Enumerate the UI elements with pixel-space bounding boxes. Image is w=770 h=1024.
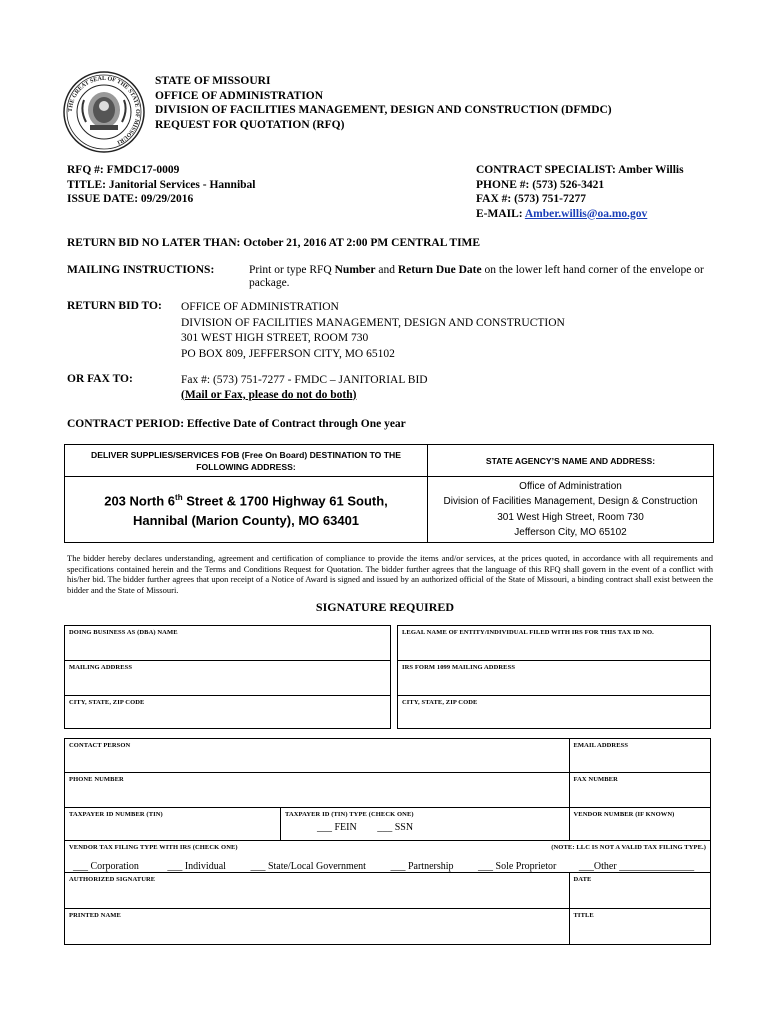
fax-number-line: Fax #: (573) 751-7277 - FMDC – JANITORIAL BID [181, 374, 428, 386]
mailing-label: MAILING INSTRUCTIONS: [67, 264, 215, 276]
filing-type-row: VENDOR TAX FILING TYPE WITH IRS (CHECK ONE) (NOTE: LLC IS NOT A VALID TAX FILING TYPE.) ___ Corporation ___ Individual ___ State/Local Government ___ Partnership ___ Sole Proprietor ___Other _______________ [65, 841, 711, 873]
irs-city-state-zip-field[interactable]: CITY, STATE, ZIP CODE [398, 696, 711, 729]
printed-name-field[interactable]: PRINTED NAME [65, 909, 570, 945]
vendor-number-field[interactable]: VENDOR NUMBER (IF KNOWN) [569, 808, 711, 841]
svg-text:THE GREAT SEAL OF THE STATE OF: THE GREAT SEAL OF THE STATE OF MISSOURI [67, 75, 141, 146]
business-info-table [64, 625, 711, 729]
document-header [155, 74, 612, 132]
header-division: DIVISION OF FACILITIES MANAGEMENT, DESIGN AND CONSTRUCTION (DFMDC) [155, 104, 612, 116]
mailing-text: Print or type RFQ Number and Return Due Date on the lower left hand corner of the envelope or package. [249, 264, 704, 289]
corporation-option[interactable]: ___ Corporation [73, 861, 139, 872]
agency-header: STATE AGENCY’S NAME AND ADDRESS: [428, 445, 714, 477]
dba-field[interactable]: DOING BUSINESS AS (DBA) NAME [65, 626, 391, 661]
return-deadline: RETURN BID NO LATER THAN: October 21, 2016 AT 2:00 PM CENTRAL TIME [67, 237, 481, 249]
delivery-header: DELIVER SUPPLIES/SERVICES FOB (Free On Board) DESTINATION TO THE FOLLOWING ADDRESS: [65, 445, 428, 477]
contract-period: CONTRACT PERIOD: Effective Date of Contract through One year [67, 418, 406, 430]
contact-email-link[interactable]: Amber.willis@oa.mo.gov [524, 207, 648, 220]
fax-to-info [181, 373, 428, 402]
contact-person-field[interactable]: CONTACT PERSON [65, 739, 570, 773]
contact-fax: FAX #: (573) 751-7277 [476, 193, 586, 205]
fax-note: (Mail or Fax, please do not do both) [181, 388, 357, 401]
rfq-info [67, 163, 256, 207]
mailing-address-field[interactable]: MAILING ADDRESS [65, 661, 391, 696]
date-field[interactable]: DATE [569, 873, 711, 909]
authorized-signature-field[interactable]: AUTHORIZED SIGNATURE [65, 873, 570, 909]
contact-info-table [64, 738, 711, 945]
government-option[interactable]: ___ State/Local Government [250, 861, 366, 872]
certification-text: The bidder hereby declares understanding, agreement and certification of compliance to provide the items and/or services, at the prices quoted, in accordance with all requirements and specifications contained herein and the Terms and Conditions Request for Quotation. The bidder further agrees that the language of this RFQ shall govern in the event of a conflict with his/her bid. The bidder further agrees that upon receipt of a Notice of Award is signed and issued by an authorized official of the State of Missouri, a binding contract shall exist between the bidder and the State of Missouri. [67, 553, 713, 595]
return-to-label: RETURN BID TO: [67, 300, 162, 312]
title-field[interactable]: TITLE [569, 909, 711, 945]
fax-to-label: OR FAX TO: [67, 373, 133, 385]
fein-checkbox[interactable]: ___ FEIN [317, 822, 357, 833]
contact-email-row [476, 207, 684, 222]
rfq-title: TITLE: Janitorial Services - Hannibal [67, 178, 256, 191]
contact-phone: PHONE #: (573) 526-3421 [476, 178, 605, 191]
email-address-field[interactable]: EMAIL ADDRESS [569, 739, 711, 773]
individual-option[interactable]: ___ Individual [167, 861, 226, 872]
rfq-number: RFQ #: FMDC17-0009 [67, 164, 180, 176]
phone-number-field[interactable]: PHONE NUMBER [65, 773, 570, 808]
state-seal-icon [62, 70, 146, 154]
irs-1099-address-field[interactable]: IRS FORM 1099 MAILING ADDRESS [398, 661, 711, 696]
partnership-option[interactable]: ___ Partnership [390, 861, 454, 872]
header-office: OFFICE OF ADMINISTRATION [155, 89, 324, 102]
legal-name-field[interactable]: LEGAL NAME OF ENTITY/INDIVIDUAL FILED WITH IRS FOR THIS TAX ID NO. [398, 626, 711, 661]
other-option[interactable]: ___Other _______________ [578, 861, 695, 872]
header-state: STATE OF MISSOURI [155, 75, 271, 87]
return-to-address: OFFICE OF ADMINISTRATION DIVISION OF FACILITIES MANAGEMENT, DESIGN AND CONSTRUCTION 301 WEST HIGH STREET, ROOM 730 PO BOX 809, JEFFERSON CITY, MO 65102 [181, 301, 565, 360]
contract-specialist: CONTRACT SPECIALIST: Amber Willis [476, 164, 684, 176]
email-label: E-MAIL: [476, 207, 525, 220]
city-state-zip-field[interactable]: CITY, STATE, ZIP CODE [65, 696, 391, 729]
signature-required-heading: SIGNATURE REQUIRED [315, 600, 455, 614]
delivery-table [64, 444, 714, 543]
header-rfq: REQUEST FOR QUOTATION (RFQ) [155, 118, 345, 131]
rfq-issue-date: ISSUE DATE: 09/29/2016 [67, 193, 194, 205]
tin-type-field: TAXPAYER ID (TIN) TYPE (CHECK ONE) ___ FEIN ___ SSN [281, 808, 570, 841]
sole-proprietor-option[interactable]: ___ Sole Proprietor [478, 861, 557, 872]
tin-field[interactable]: TAXPAYER ID NUMBER (TIN) [65, 808, 281, 841]
ssn-checkbox[interactable]: ___ SSN [377, 822, 414, 833]
fax-number-field[interactable]: FAX NUMBER [569, 773, 711, 808]
contact-info [476, 163, 684, 221]
agency-address: Office of Administration Division of Facilities Management, Design & Construction 301 West High Street, Room 730 Jefferson City, MO 65102 [428, 477, 714, 543]
delivery-address: 203 North 6th Street & 1700 Highway 61 South, Hannibal (Marion County), MO 63401 [65, 477, 428, 543]
